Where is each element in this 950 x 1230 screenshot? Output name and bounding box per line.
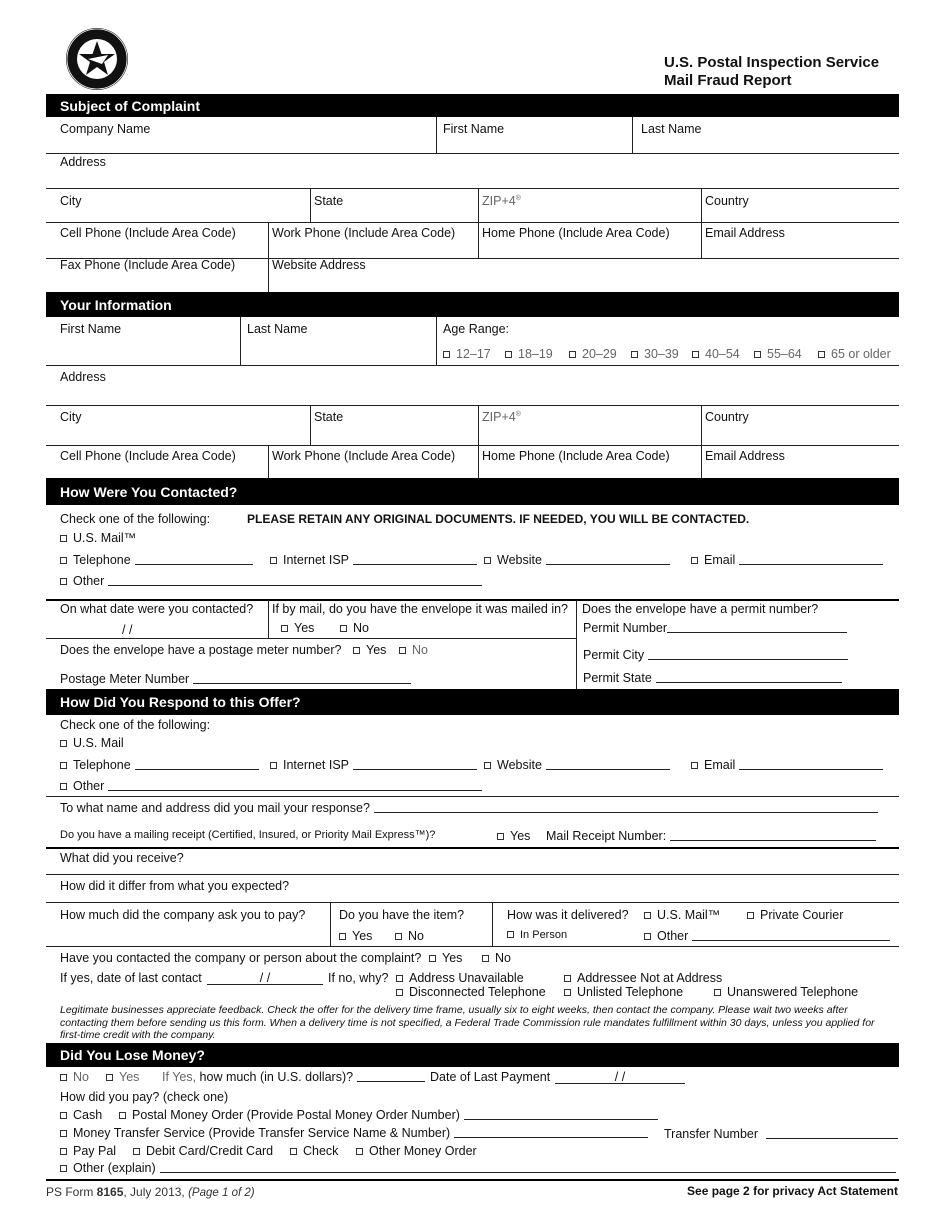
permit-question: Does the envelope have a permit number?	[582, 602, 819, 616]
mail-response-address-field[interactable]: To what name and address did you mail your response?	[60, 801, 878, 815]
envelope-question: If by mail, do you have the envelope it was mailed in?	[272, 602, 569, 616]
respond-internet-isp-checkbox[interactable]: Internet ISP	[270, 758, 477, 772]
pay-postal-money-order-checkbox[interactable]: Postal Money Order (Provide Postal Money Order Number)	[119, 1108, 658, 1122]
contacted-internet-isp-checkbox[interactable]: Internet ISP	[270, 553, 477, 567]
age-20-29-checkbox[interactable]: 20–29	[569, 347, 617, 361]
how-differ-field[interactable]: How did it differ from what you expected?	[60, 879, 290, 893]
section-respond-header: How Did You Respond to this Offer?	[46, 689, 899, 715]
you-home-phone-field[interactable]: Home Phone (Include Area Code)	[482, 449, 670, 463]
meter-yes-checkbox[interactable]: Yes	[353, 643, 386, 657]
respond-telephone-checkbox[interactable]: Telephone	[60, 758, 259, 772]
form-title: Mail Fraud Report	[664, 72, 792, 89]
you-country-field[interactable]: Country	[705, 410, 749, 424]
contacted-other-checkbox[interactable]: Other	[60, 574, 482, 588]
mailing-receipt-question: Do you have a mailing receipt (Certified, Insured, or Priority Mail Express™)?	[60, 829, 436, 841]
have-item-yes-checkbox[interactable]: Yes	[339, 929, 372, 943]
meter-question: Does the envelope have a postage meter number?	[60, 643, 342, 657]
respond-other-checkbox[interactable]: Other	[60, 779, 482, 793]
you-address-field[interactable]: Address	[60, 370, 106, 384]
reason-unanswered-telephone-checkbox[interactable]: Unanswered Telephone	[714, 985, 858, 999]
you-city-field[interactable]: City	[60, 410, 82, 424]
reason-unlisted-telephone-checkbox[interactable]: Unlisted Telephone	[564, 985, 683, 999]
you-work-phone-field[interactable]: Work Phone (Include Area Code)	[272, 449, 456, 463]
have-item-question: Do you have the item?	[339, 908, 465, 922]
pay-money-transfer-checkbox[interactable]: Money Transfer Service (Provide Transfer Service Name & Number)	[60, 1126, 648, 1140]
pay-paypal-checkbox[interactable]: Pay Pal	[60, 1144, 116, 1158]
age-55-64-checkbox[interactable]: 55–64	[754, 347, 802, 361]
contacted-check-one-label: Check one of the following:	[60, 512, 211, 526]
contacted-email-checkbox[interactable]: Email	[691, 553, 883, 567]
permit-city-field[interactable]: Permit City	[583, 648, 848, 662]
you-state-field[interactable]: State	[314, 410, 344, 424]
you-zip-field[interactable]: ZIP+4®	[482, 410, 521, 424]
pay-other-explain-field[interactable]: Other (explain)	[60, 1161, 896, 1175]
section-subject-header: Subject of Complaint	[46, 94, 899, 117]
lost-money-no-checkbox[interactable]: No	[60, 1070, 89, 1084]
receipt-yes-checkbox[interactable]: Yes	[497, 829, 530, 843]
amount-asked-field[interactable]: How much did the company ask you to pay?	[60, 908, 306, 922]
last-contact-date-label: If yes, date of last contact	[60, 971, 202, 985]
subject-address-field[interactable]: Address	[60, 155, 106, 169]
reason-addressee-not-at-address-checkbox[interactable]: Addressee Not at Address	[564, 971, 722, 985]
subject-company-name-field[interactable]: Company Name	[60, 122, 151, 136]
subject-first-name-field[interactable]: First Name	[443, 122, 505, 136]
org-name: U.S. Postal Inspection Service	[664, 54, 880, 71]
have-item-no-checkbox[interactable]: No	[395, 929, 424, 943]
delivered-other-checkbox[interactable]: Other	[644, 929, 890, 943]
section-contacted-header: How Were You Contacted?	[46, 478, 899, 505]
pay-check-checkbox[interactable]: Check	[290, 1144, 338, 1158]
lost-money-yes-checkbox[interactable]: Yes	[106, 1070, 139, 1084]
subject-zip-field[interactable]: ZIP+4®	[482, 194, 521, 208]
subject-last-name-field[interactable]: Last Name	[641, 122, 702, 136]
reason-address-unavailable-checkbox[interactable]: Address Unavailable	[396, 971, 524, 985]
section-money-header: Did You Lose Money?	[46, 1043, 899, 1067]
in-person-checkbox[interactable]: In Person	[507, 929, 567, 941]
subject-cell-phone-field[interactable]: Cell Phone (Include Area Code)	[60, 226, 236, 240]
pay-card-checkbox[interactable]: Debit Card/Credit Card	[133, 1144, 273, 1158]
contacted-website-checkbox[interactable]: Website	[484, 553, 670, 567]
respond-usmail-checkbox[interactable]: U.S. Mail	[60, 736, 124, 750]
contacted-company-question: Have you contacted the company or person about the complaint?	[60, 951, 422, 965]
you-email-field[interactable]: Email Address	[705, 449, 785, 463]
subject-state-field[interactable]: State	[314, 194, 344, 208]
subject-city-field[interactable]: City	[60, 194, 82, 208]
age-30-39-checkbox[interactable]: 30–39	[631, 347, 679, 361]
feedback-note: Legitimate businesses appreciate feedback. Check the offer for the delivery time frame, usually six to eight weeks, then contact the company. Please wait two weeks after contacting them before sending us this form. When a delivery time is not specified, a Federal Trade Commission rule mandates fulfillment within 30 days, unless you applied for first-time credit with the company.	[60, 1004, 875, 1041]
meter-no-checkbox[interactable]: No	[399, 643, 428, 657]
contacted-company-yes-checkbox[interactable]: Yes	[429, 951, 462, 965]
subject-fax-phone-field[interactable]: Fax Phone (Include Area Code)	[60, 258, 236, 272]
amount-lost-field[interactable]: If Yes, how much (in U.S. dollars)?	[162, 1070, 425, 1084]
contacted-usmail-checkbox[interactable]: U.S. Mail™	[60, 531, 136, 545]
you-first-name-field[interactable]: First Name	[60, 322, 122, 336]
permit-number-field[interactable]: Permit Number	[583, 621, 847, 635]
age-12-17-checkbox[interactable]: 12–17	[443, 347, 491, 361]
respond-website-checkbox[interactable]: Website	[484, 758, 670, 772]
private-courier-checkbox[interactable]: Private Courier	[747, 908, 843, 922]
envelope-yes-checkbox[interactable]: Yes	[281, 621, 314, 635]
if-no-why-label: If no, why?	[328, 971, 389, 985]
reason-disconnected-telephone-checkbox[interactable]: Disconnected Telephone	[396, 985, 546, 999]
subject-country-field[interactable]: Country	[705, 194, 749, 208]
respond-check-one-label: Check one of the following:	[60, 718, 211, 732]
contacted-company-no-checkbox[interactable]: No	[482, 951, 511, 965]
last-payment-date-label: Date of Last Payment	[430, 1070, 551, 1084]
subject-website-field[interactable]: Website Address	[272, 258, 366, 272]
age-range-label: Age Range:	[443, 322, 510, 336]
age-18-19-checkbox[interactable]: 18–19	[505, 347, 553, 361]
delivered-usmail-checkbox[interactable]: U.S. Mail™	[644, 908, 720, 922]
last-contact-date-input[interactable]: / /	[207, 971, 323, 985]
how-pay-label: How did you pay? (check one)	[60, 1090, 229, 1104]
envelope-no-checkbox[interactable]: No	[340, 621, 369, 635]
contact-date-question: On what date were you contacted?	[60, 602, 254, 616]
age-40-54-checkbox[interactable]: 40–54	[692, 347, 740, 361]
you-cell-phone-field[interactable]: Cell Phone (Include Area Code)	[60, 449, 236, 463]
what-received-field[interactable]: What did you receive?	[60, 851, 184, 865]
age-65-plus-checkbox[interactable]: 65 or older	[818, 347, 891, 361]
pay-cash-checkbox[interactable]: Cash	[60, 1108, 102, 1122]
mail-receipt-number-field[interactable]: Mail Receipt Number:	[546, 829, 876, 843]
contact-date-input[interactable]: / /	[122, 623, 133, 637]
delivered-question: How was it delivered?	[507, 908, 629, 922]
form-identifier: PS Form 8165, July 2013, (Page 1 of 2)	[46, 1185, 255, 1199]
permit-state-field[interactable]: Permit State	[583, 671, 842, 685]
section-your-info-header: Your Information	[46, 292, 899, 317]
pay-other-money-order-checkbox[interactable]: Other Money Order	[356, 1144, 477, 1158]
postage-meter-number-field[interactable]: Postage Meter Number	[60, 672, 411, 686]
retain-documents-notice: PLEASE RETAIN ANY ORIGINAL DOCUMENTS. IF NEEDED, YOU WILL BE CONTACTED.	[247, 512, 750, 526]
subject-home-phone-field[interactable]: Home Phone (Include Area Code)	[482, 226, 670, 240]
subject-work-phone-field[interactable]: Work Phone (Include Area Code)	[272, 226, 456, 240]
transfer-number-field[interactable]: Transfer Number	[664, 1127, 898, 1141]
you-last-name-field[interactable]: Last Name	[247, 322, 308, 336]
postal-inspection-seal	[64, 26, 130, 92]
privacy-statement-note: See page 2 for privacy Act Statement	[687, 1184, 898, 1198]
subject-email-field[interactable]: Email Address	[705, 226, 785, 240]
last-payment-date-input[interactable]: / /	[555, 1070, 685, 1084]
contacted-telephone-checkbox[interactable]: Telephone	[60, 553, 253, 567]
respond-email-checkbox[interactable]: Email	[691, 758, 883, 772]
